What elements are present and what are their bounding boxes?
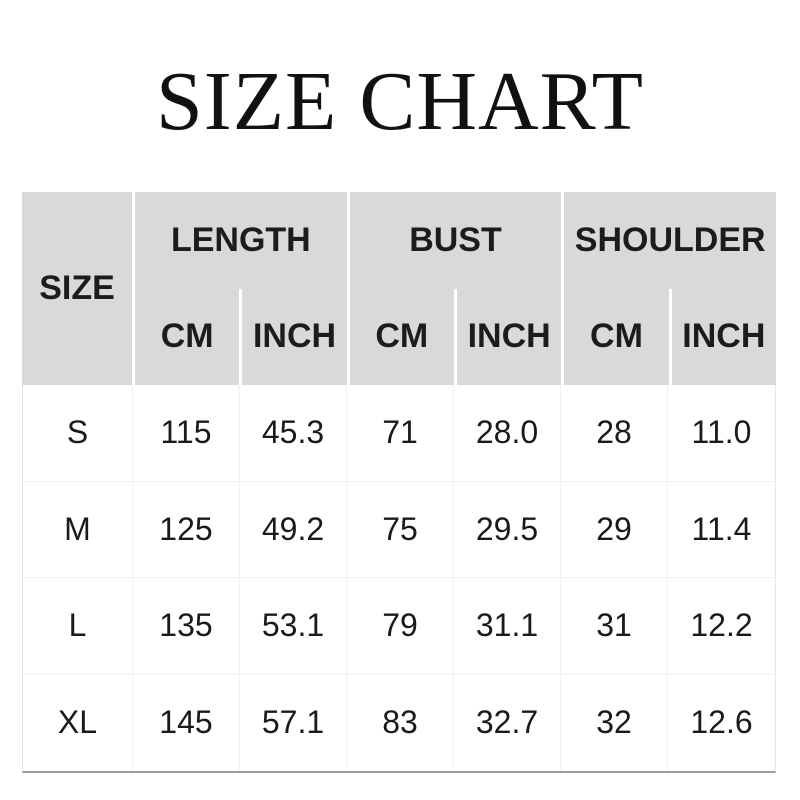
row-l-shoulder-cm: 31 xyxy=(561,578,668,675)
row-l-size-label: L xyxy=(23,578,133,675)
row-s-size-label: S xyxy=(23,385,133,482)
row-m-bust-cm: 75 xyxy=(347,482,454,579)
row-s-length-cm: 115 xyxy=(133,385,240,482)
table-header xyxy=(22,192,776,385)
row-xl-bust-inch: 32.7 xyxy=(454,675,561,772)
header-length-cm: CM xyxy=(135,289,239,386)
row-m-shoulder-cm: 29 xyxy=(561,482,668,579)
row-s-length-inch: 45.3 xyxy=(240,385,347,482)
row-l-bust-cm: 79 xyxy=(347,578,454,675)
header-shoulder-cm: CM xyxy=(564,289,668,386)
size-chart-table xyxy=(22,192,776,773)
row-xl-bust-cm: 83 xyxy=(347,675,454,772)
row-m-size-label: M xyxy=(23,482,133,579)
row-l-length-inch: 53.1 xyxy=(240,578,347,675)
page-title: SIZE CHART xyxy=(156,55,644,148)
row-m-length-inch: 49.2 xyxy=(240,482,347,579)
row-s-shoulder-cm: 28 xyxy=(561,385,668,482)
row-s-shoulder-inch: 11.0 xyxy=(668,385,775,482)
row-m-length-cm: 125 xyxy=(133,482,240,579)
header-shoulder-inch: INCH xyxy=(672,289,776,386)
header-bust-inch: INCH xyxy=(457,289,561,386)
header-group-length: LENGTH xyxy=(135,192,347,289)
row-xl-shoulder-cm: 32 xyxy=(561,675,668,772)
header-group-shoulder: SHOULDER xyxy=(564,192,776,289)
header-group-bust: BUST xyxy=(350,192,562,289)
table-body xyxy=(22,385,776,773)
header-length-inch: INCH xyxy=(242,289,346,386)
row-xl-shoulder-inch: 12.6 xyxy=(668,675,775,772)
header-bust-cm: CM xyxy=(350,289,454,386)
row-s-bust-inch: 28.0 xyxy=(454,385,561,482)
row-l-length-cm: 135 xyxy=(133,578,240,675)
row-xl-length-cm: 145 xyxy=(133,675,240,772)
row-xl-size-label: XL xyxy=(23,675,133,772)
row-m-bust-inch: 29.5 xyxy=(454,482,561,579)
header-size: SIZE xyxy=(22,192,132,385)
row-l-shoulder-inch: 12.2 xyxy=(668,578,775,675)
row-l-bust-inch: 31.1 xyxy=(454,578,561,675)
row-s-bust-cm: 71 xyxy=(347,385,454,482)
row-xl-length-inch: 57.1 xyxy=(240,675,347,772)
row-m-shoulder-inch: 11.4 xyxy=(668,482,775,579)
